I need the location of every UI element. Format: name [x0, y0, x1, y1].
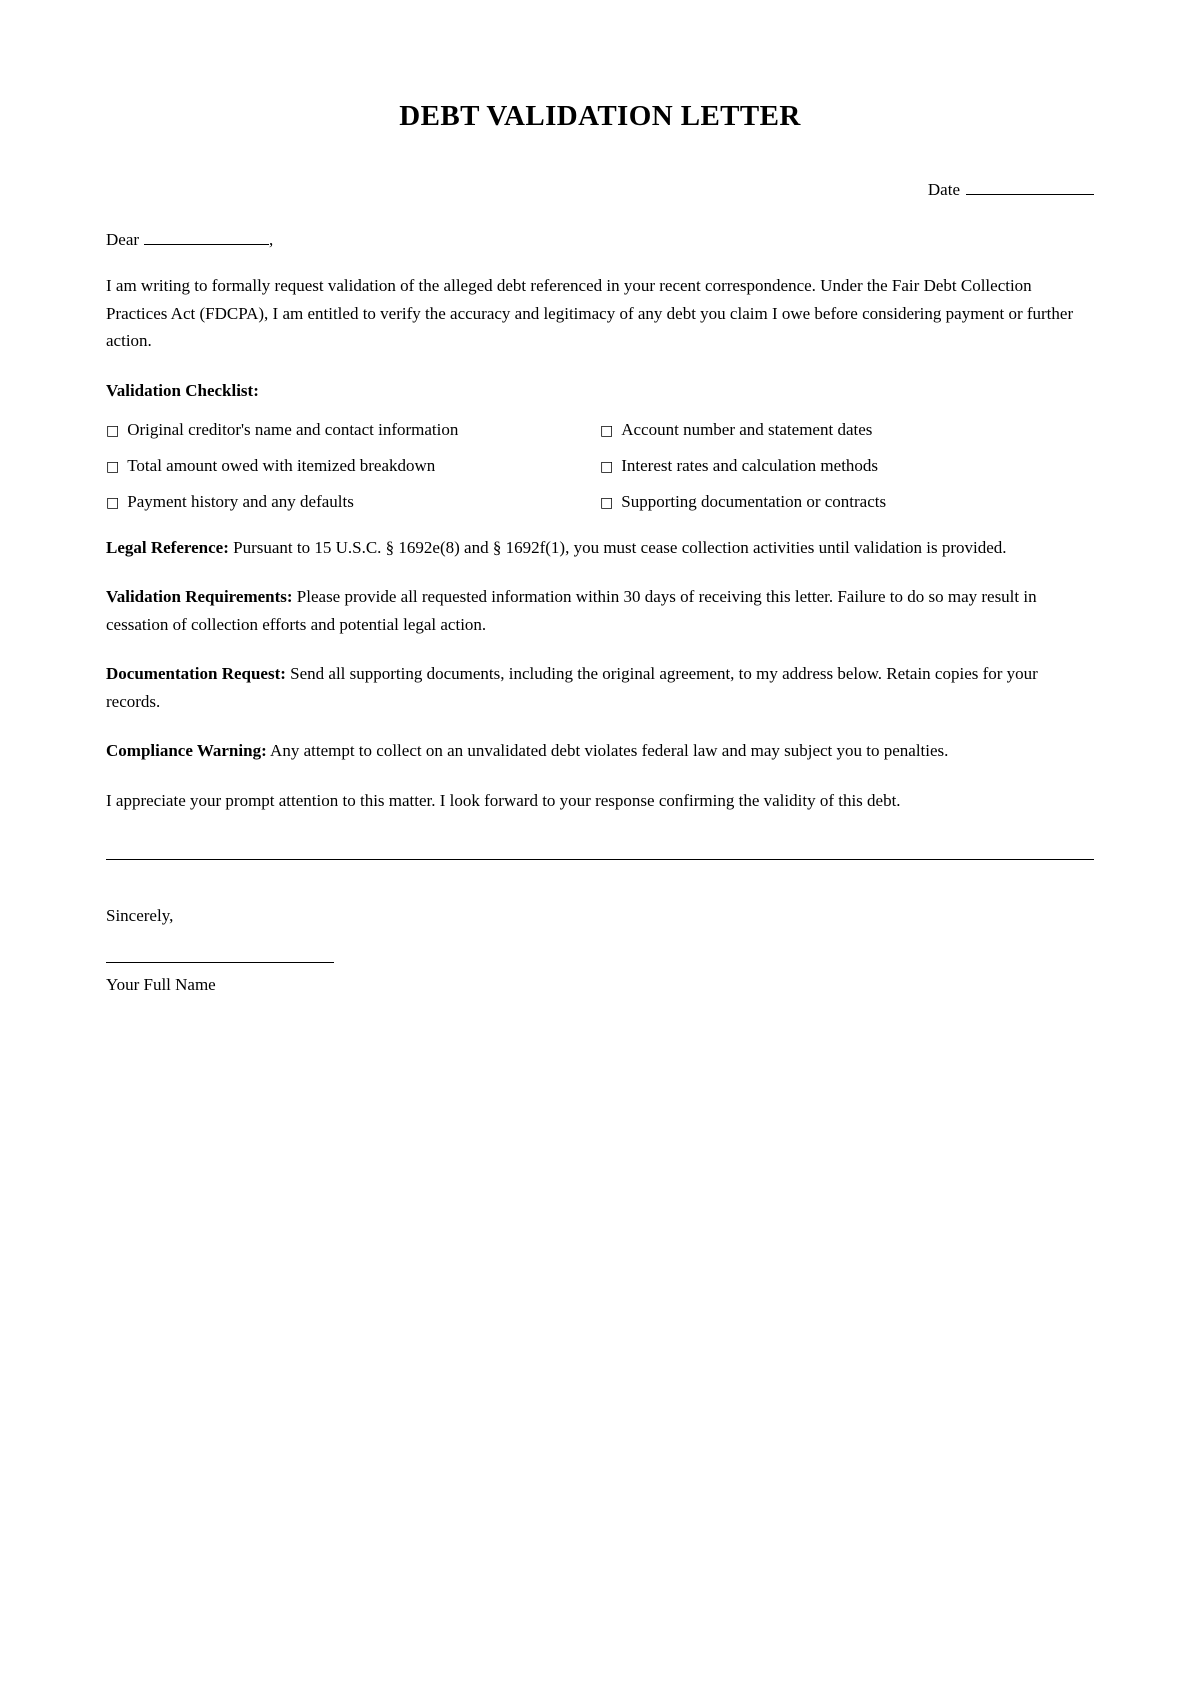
checklist-item-label: Interest rates and calculation methods	[621, 455, 879, 475]
checkbox-icon[interactable]: □	[600, 458, 614, 475]
salutation-row	[106, 230, 1094, 250]
documentation-request-text: Send all supporting documents, including the original agreement, to my address below. Retain copies for your records.	[106, 664, 1038, 711]
signature-name-label: Your Full Name	[106, 975, 216, 995]
validation-checklist	[106, 420, 1094, 512]
checkbox-icon[interactable]: □	[600, 494, 614, 511]
checklist-item-label: Original creditor's name and contact information	[127, 419, 459, 439]
signature-line[interactable]	[106, 962, 334, 963]
checkbox-icon[interactable]: □	[106, 458, 120, 475]
legal-reference-paragraph	[106, 534, 1094, 562]
documentation-request-paragraph	[106, 660, 1094, 715]
date-label: Date	[927, 180, 960, 199]
checklist-item[interactable]	[600, 420, 1094, 440]
checklist-row	[106, 456, 1094, 476]
checklist-item-label: Account number and statement dates	[621, 419, 873, 439]
checklist-item[interactable]	[600, 456, 1094, 476]
checkbox-icon[interactable]: □	[106, 422, 120, 439]
validation-requirements-text: Please provide all requested information within 30 days of receiving this letter. Failure to do so may result in cessation of collection efforts and potential legal action.	[106, 587, 1037, 634]
checklist-item[interactable]	[106, 420, 600, 440]
page-title: DEBT VALIDATION LETTER	[399, 100, 801, 132]
validation-requirements-label: Validation Requirements:	[106, 587, 293, 607]
date-field-row	[106, 180, 1094, 200]
compliance-warning-label: Compliance Warning:	[106, 741, 267, 761]
compliance-warning-paragraph	[106, 737, 1094, 765]
checkbox-icon[interactable]: □	[600, 422, 614, 439]
checklist-item-label: Supporting documentation or contracts	[621, 491, 887, 511]
checklist-item[interactable]	[106, 492, 600, 512]
checklist-item-label: Payment history and any defaults	[127, 491, 354, 511]
checklist-row	[106, 420, 1094, 440]
checklist-heading: Validation Checklist:	[106, 380, 259, 400]
recipient-blank-line[interactable]	[144, 244, 269, 245]
documentation-request-label: Documentation Request:	[106, 664, 286, 684]
checkbox-icon[interactable]: □	[106, 494, 120, 511]
divider	[106, 859, 1094, 860]
checklist-item-label: Total amount owed with itemized breakdown	[127, 455, 436, 475]
checklist-item[interactable]	[106, 456, 600, 476]
intro-paragraph: I am writing to formally request validation of the alleged debt referenced in your recent correspondence. Under the Fair Debt Collection Practices Act (FDCPA), I am entitled to verify the accuracy and legitimacy of any debt you claim I owe before considering payment or further action.	[106, 276, 1074, 351]
checklist-item[interactable]	[600, 492, 1094, 512]
salutation-comma: ,	[269, 230, 274, 249]
closing-paragraph: I appreciate your prompt attention to this matter. I look forward to your response confirming the validity of this debt.	[106, 790, 901, 810]
compliance-warning-text: Any attempt to collect on an unvalidated debt violates federal law and may subject you to penalties.	[266, 741, 949, 761]
date-blank-line[interactable]	[966, 194, 1094, 195]
legal-reference-text: Pursuant to 15 U.S.C. § 1692e(8) and § 1692f(1), you must cease collection activities until validation is provided.	[228, 537, 1007, 557]
legal-reference-label: Legal Reference:	[106, 537, 229, 557]
validation-requirements-paragraph	[106, 583, 1094, 638]
salutation-label: Dear	[106, 230, 140, 249]
sign-off: Sincerely,	[106, 906, 174, 926]
checklist-row	[106, 492, 1094, 512]
